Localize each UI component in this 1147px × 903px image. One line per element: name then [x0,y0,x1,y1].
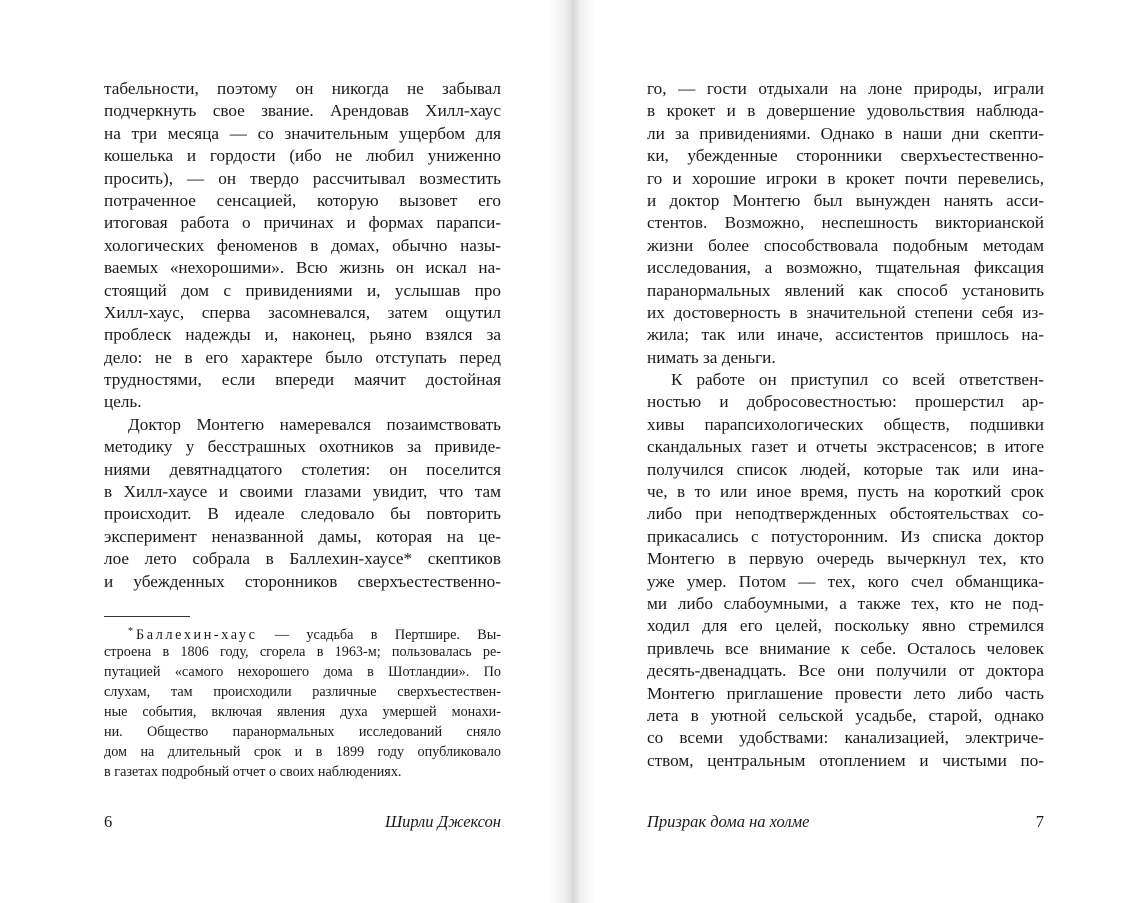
running-head-title: Призрак дома на холме [647,812,810,831]
text-line: ностью и добросовестностью: прошерстил ар- [647,392,1044,412]
footnote-text: — усадьба в Пертшире. Вы- [274,627,501,643]
footnote-first-line [104,622,501,642]
running-head-author: Ширли Джексон [384,812,501,831]
text-line: и убежденных сторонников сверхъестественно- [104,571,501,591]
right-body-text [647,78,1044,772]
footnote-term: Баллехин-хаус [136,627,258,643]
text-line: ки, убежденные сторонники сверхъестественно- [647,146,1044,166]
text-line: дело: не в его характере было отступать перед [104,347,501,367]
text-line: их достоверность в значительной степени себя из- [647,302,1044,322]
footnote-marker: * [128,626,133,637]
text-line: ли за привидениями. Однако в наши дни скепти- [647,123,1044,143]
footnote-line: в газетах подробный отчет о своих наблюдениях. [104,764,402,780]
footnote-divider [104,616,190,617]
text-line: в крокет и в довершение удовольствия наблюда- [647,101,1044,121]
text-line: ми либо слабоумными, а также тех, кто не под- [647,593,1044,613]
paragraph-first-line: К работе он приступил со всей ответствен- [671,370,1044,390]
text-line: итоговая работа о причинах и формах парапси- [104,213,501,233]
text-line: ваемых «нехорошими». Всю жизнь он искал на- [104,258,501,278]
text-line: методику у бесстрашных охотников за привиде- [104,437,501,457]
text-line: подчеркнуть свое звание. Арендовав Хилл-хаус [104,101,501,121]
text-line: хологических феноменов в домах, обычно назы- [104,235,501,255]
text-line: исследования, а возможно, тщательная фиксация [647,258,1044,278]
text-line: трудностями, если впереди маячит достойная [104,370,501,390]
text-line: Монтегю в первую очередь вычеркнул тех, кто [647,549,1044,569]
text-line: либо при неподтвержденных обстоятельствах со- [647,504,1044,524]
text-line: цель. [104,392,142,412]
text-line: в Хилл-хаусе и своими глазами увидит, что там [104,482,501,502]
text-line: просить), — он твердо рассчитывал возместить [104,168,501,188]
page-number-right: 7 [1035,812,1044,831]
text-line: паранормальных явлений как способ установить [647,280,1044,300]
text-line: получился список людей, которые так или ина- [647,459,1044,479]
footnote-line: ные события, включая явления духа умершей монахи- [104,704,501,720]
text-line: потраченное сенсацией, которую вызовет его [104,190,501,210]
footnote-line: строена в 1806 году, сгорела в 1963-м; пользовалась ре- [104,644,501,660]
footnote-line: ни. Общество паранормальных исследований сняло [104,724,501,740]
text-line: ходил для его целей, поскольку явно стремился [647,616,1044,636]
text-line: Монтегю приглашение провести лето либо часть [647,683,1044,703]
footnote [104,622,501,782]
text-line: прикасались с потусторонним. Из списка доктор [647,526,1044,546]
footnote-line: дом на длительный срок и в 1899 году опубликовало [104,744,501,760]
text-line: го, — гости отдыхали на лоне природы, играли [647,79,1044,98]
gutter-shadow [574,0,596,903]
text-line: жизни более способствовала подобным методам [647,235,1044,255]
text-line: проблеск надежды и, наконец, рьяно взялся за [104,325,501,345]
page-number-left: 6 [104,812,113,831]
text-line: стоящий дом с привидениями и, услышав про [104,280,501,300]
text-line: ством, центральным отоплением и чистыми по- [647,750,1044,770]
right-page [574,0,1147,903]
text-line: скандальных газет и отчеты экстрасенсов; в итоге [647,437,1044,457]
footnote-line: слухам, там происходили различные сверхъестествен- [104,684,501,700]
footnote-line: путацией «самого нехорошего дома в Шотландии». По [104,664,501,680]
text-line: эксперимент неназванной дамы, которая на це- [104,526,501,546]
paragraph-first-line: Доктор Монтегю намеревался позаимствовать [128,414,501,434]
text-line: че, в то или иное время, пусть на короткий срок [647,482,1044,502]
text-line: лета в уютной сельской усадьбе, старой, однако [647,705,1044,725]
text-line: десять-двенадцать. Все они получили от доктора [647,661,1044,681]
left-body-text [104,78,501,593]
text-line: табельности, поэтому он никогда не забывал [104,79,501,98]
text-line: и доктор Монтегю был вынужден нанять асси- [647,190,1044,210]
text-line: уже умер. Потом — тех, кого счел обманщика- [647,571,1044,591]
gutter-shadow [548,0,574,903]
text-line: лое лето собрала в Баллехин-хаусе* скептиков [104,549,501,569]
text-line: ниями девятнадцатого столетия: он поселится [104,459,501,479]
text-line: го и хорошие игроки в крокет почти перевелись, [647,168,1044,188]
text-line: нимать за деньги. [647,347,776,367]
text-line: происходит. В идеале следовало бы повторить [104,504,501,524]
text-line: привлечь все внимание к себе. Осталось человек [647,638,1044,658]
text-line: стентов. Возможно, неспешность викторианской [647,213,1044,233]
text-line: со всеми удобствами: канализацией, электриче- [647,728,1044,748]
text-line: Хилл-хаус, сперва засомневался, затем ощутил [104,302,501,322]
text-line: жила; так или иначе, ассистентов пришлось на- [647,325,1044,345]
text-line: на три месяца — со значительным ущербом для [104,123,501,143]
text-line: хивы парапсихологических обществ, подшивки [647,414,1044,434]
text-line: кошелька и гордости (ибо не любил униженно [104,146,501,166]
